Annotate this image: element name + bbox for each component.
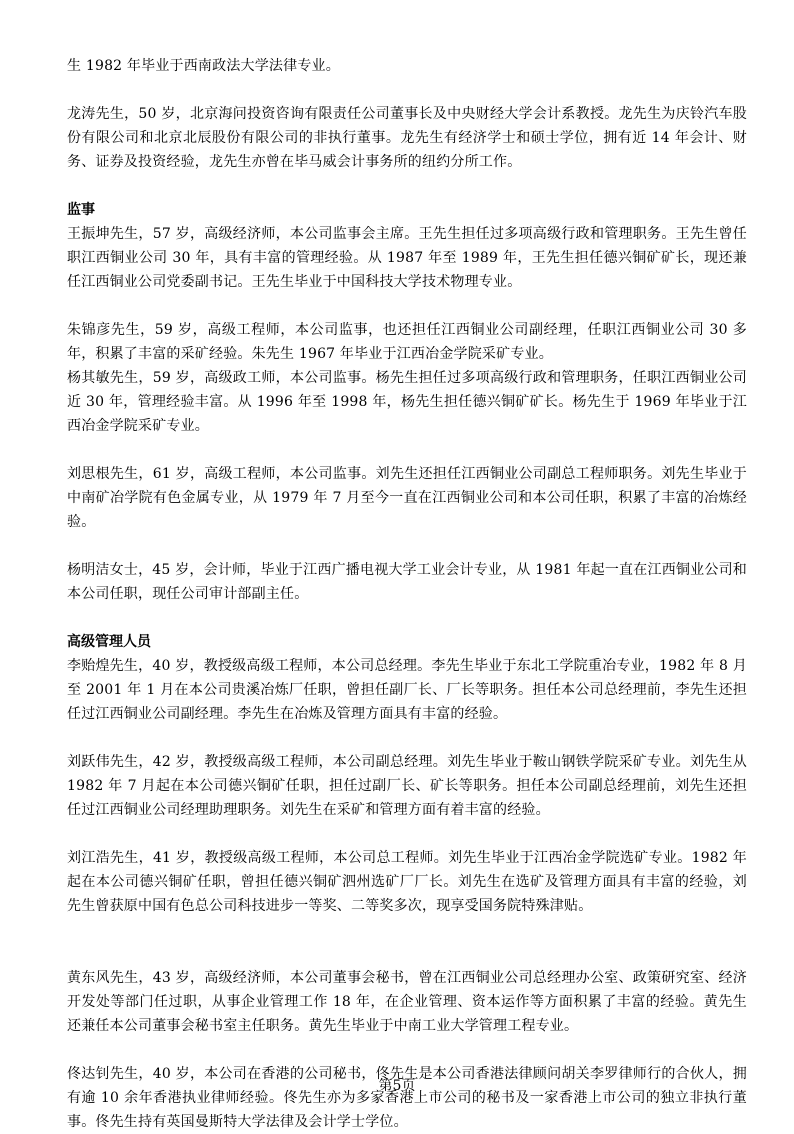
paragraph-zhu-jinyan: 朱锦彦先生，59 岁，高级工程师，本公司监事，也还担任江西铜业公司副经理，任职江西铜业公司 30 多年，积累了丰富的采矿经验。朱先生 1967 年毕业于江西冶金学院采矿专业。 [67, 322, 747, 362]
paragraph-wang-zhenkun: 王振坤先生，57 岁，高级经济师，本公司监事会主席。王先生担任过多项高级行政和管理职务。王先生曾任职江西铜业公司 30 年，具有丰富的管理经验。从 1987 年至 1989 年，王先生担任德兴铜矿矿长，现还兼任江西铜业公司党委副书记。王先生毕业于中国科技大学技术物理专业。 [67, 226, 747, 290]
paragraph-liu-sigen: 刘思根先生，61 岁，高级工程师，本公司监事。刘先生还担任江西铜业公司副总工程师职务。刘先生毕业于中南矿冶学院有色金属专业，从 1979 年 7 月至今一直在江西铜业公司和本公司任职，积累了丰富的冶炼经验。 [67, 466, 747, 530]
paragraph-tong-dazhao: 佟达钊先生，40 岁，本公司在香港的公司秘书，佟先生是本公司香港法律顾问胡关李罗律师行的合伙人，拥有逾 10 余年香港执业律师经验。佟先生亦为多家香港上市公司的秘书及一家香港上市公司的独立非执行董事。佟先生持有英国曼斯特大学法律及会计学士学位。 [67, 1066, 747, 1130]
section-heading-senior-management: 高级管理人员 [67, 634, 151, 650]
paragraph-li-yihuang: 李贻煌先生，40 岁，教授级高级工程师，本公司总经理。李先生毕业于东北工学院重冶专业，1982 年 8 月至 2001 年 1 月在本公司贵溪冶炼厂任职，曾担任副厂长、厂长等职务。担任本公司总经理前，李先生还担任过江西铜业公司副经理。李先生在冶炼及管理方面具有丰富的经验。 [67, 658, 747, 722]
paragraph-yang-mingjie: 杨明洁女士，45 岁，会计师，毕业于江西广播电视大学工业会计专业，从 1981 年起一直在江西铜业公司和本公司任职，现任公司审计部副主任。 [67, 562, 747, 602]
paragraph-liu-yuewei: 刘跃伟先生，42 岁，教授级高级工程师，本公司副总经理。刘先生毕业于鞍山钢铁学院采矿专业。刘先生从 1982 年 7 月起在本公司德兴铜矿任职，担任过副厂长、矿长等职务。担任本公司副总经理前，刘先生还担任过江西铜业公司经理助理职务。刘先生在采矿和管理方面有着丰富的经验。 [67, 754, 747, 818]
paragraph-long-tao: 龙涛先生，50 岁，北京海问投资咨询有限责任公司董事长及中央财经大学会计系教授。龙先生为庆铃汽车股份有限公司和北京北辰股份有限公司的非执行董事。龙先生有经济学士和硕士学位，拥有近 14 年会计、财务、证券及投资经验，龙先生亦曾在毕马威会计事务所的纽约分所工作。 [67, 106, 747, 170]
paragraph-liu-jianghao: 刘江浩先生，41 岁，教授级高级工程师，本公司总工程师。刘先生毕业于江西冶金学院选矿专业。1982 年起在本公司德兴铜矿任职，曾担任德兴铜矿泗州选矿厂厂长。刘先生在选矿及管理方面具有丰富的经验，刘先生曾获原中国有色总公司科技进步一等奖、二等奖多次，现享受国务院特殊津贴。 [67, 850, 747, 914]
document-body [67, 54, 747, 1134]
paragraph-continuation: 生 1982 年毕业于西南政法大学法律专业。 [67, 58, 340, 74]
section-heading-supervisors: 监事 [67, 202, 95, 218]
paragraph-yang-qimin: 杨其敏先生，59 岁，高级政工师，本公司监事。杨先生担任过多项高级行政和管理职务，任职江西铜业公司近 30 年，管理经验丰富。从 1996 年至 1998 年，杨先生担任德兴铜矿矿长。杨先生于 1969 年毕业于江西冶金学院采矿专业。 [67, 370, 747, 434]
page-number: 第5页 [378, 1078, 416, 1094]
paragraph-huang-dongfeng: 黄东风先生，43 岁，高级经济师，本公司董事会秘书，曾在江西铜业公司总经理办公室、政策研究室、经济开发处等部门任过职，从事企业管理工作 18 年，在企业管理、资本运作等方面积累了丰富的经验。黄先生还兼任本公司董事会秘书室主任职务。黄先生毕业于中南工业大学管理工程专业。 [67, 970, 747, 1034]
